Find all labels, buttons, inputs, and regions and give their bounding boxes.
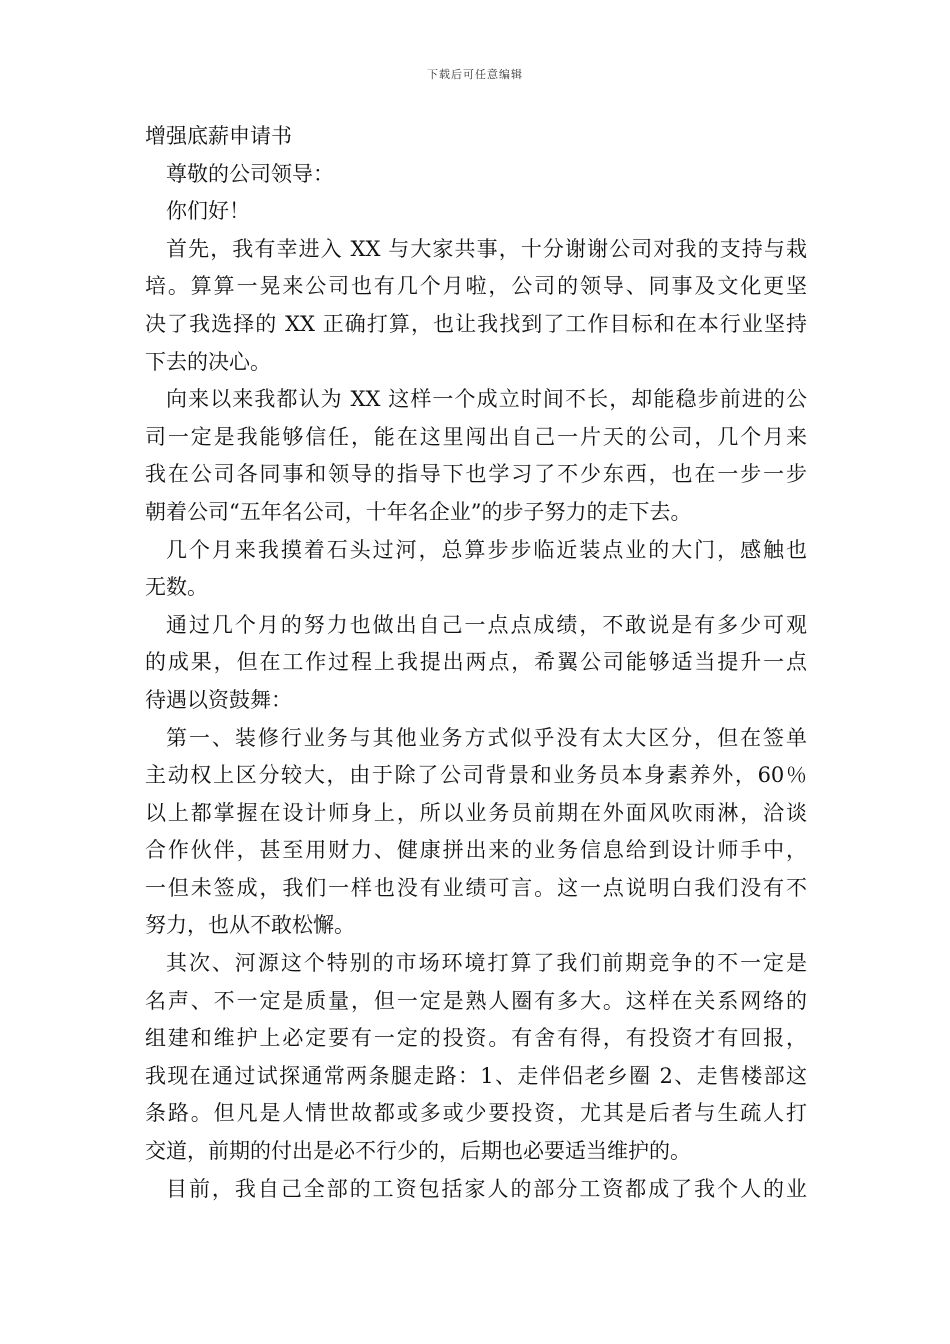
- page-header-note: 下载后可任意编辑: [427, 68, 523, 81]
- paragraph-line: 我现在通过试探通常两条腿走路：1、走伴侣老乡圈 2、走售楼部这: [145, 1063, 807, 1088]
- paragraph: [145, 720, 807, 946]
- paragraph-line: 司一定是我能够信任，能在这里闯出自己一片天的公司，几个月来: [145, 424, 807, 449]
- paragraph-line: 条路。但凡是人情世故都或多或少要投资，尤其是后者与生疏人打: [145, 1101, 807, 1126]
- paragraph-line: 努力，也从不敢松懈。: [145, 913, 355, 938]
- paragraph-line: 一但未签成，我们一样也没有业绩可言。这一点说明白我们没有不: [145, 875, 807, 900]
- paragraph-line: 通过几个月的努力也做出自己一点点成绩，不敢说是有多少可观: [166, 612, 807, 637]
- paragraph-line: 无数。: [145, 575, 208, 600]
- paragraph-line: 我在公司各同事和领导的指导下也学习了不少东西，也在一步一步: [145, 462, 807, 487]
- paragraph-line: 交道，前期的付出是必不行少的，后期也必要适当维护的。: [145, 1139, 691, 1164]
- salutation: 尊敬的公司领导：: [166, 161, 334, 186]
- paragraph: [145, 607, 807, 720]
- paragraph: [145, 945, 807, 1171]
- paragraph-line: 朝着公司“五年名公司，十年名企业”的步子努力的走下去。: [145, 499, 692, 524]
- paragraph-line: 几个月来我摸着石头过河，总算步步临近装点业的大门，感触也: [166, 537, 807, 562]
- paragraph-line: 第一、装修行业务与其他业务方式似乎没有太大区分，但在签单: [166, 725, 807, 750]
- paragraph-line: 的成果，但在工作过程上我提出两点，希翼公司能够适当提升一点: [145, 650, 807, 675]
- paragraph-line: 目前，我自己全部的工资包括家人的部分工资都成了我个人的业: [166, 1176, 807, 1201]
- paragraph-line: 下去的决心。: [145, 349, 271, 374]
- paragraph-line: 向来以来我都认为 XX 这样一个成立时间不长，却能稳步前进的公: [166, 387, 807, 412]
- paragraph-line: 以上都掌握在设计师身上，所以业务员前期在外面风吹雨淋，洽谈: [145, 800, 807, 825]
- paragraph-line: 待遇以资鼓舞：: [145, 687, 292, 712]
- paragraph-line: 决了我选择的 XX 正确打算，也让我找到了工作目标和在本行业坚持: [145, 311, 807, 336]
- greeting: 你们好！: [166, 199, 250, 224]
- paragraph-line: 其次、河源这个特别的市场环境打算了我们前期竞争的不一定是: [166, 951, 807, 976]
- paragraph: [145, 532, 807, 607]
- paragraph: [145, 381, 807, 531]
- document-body: [145, 118, 807, 1208]
- paragraph-line: 首先，我有幸进入 XX 与大家共事，十分谢谢公司对我的支持与栽: [166, 236, 807, 261]
- paragraph: [145, 1171, 807, 1209]
- paragraph: [145, 231, 807, 381]
- paragraph-line: 培。算算一晃来公司也有几个月啦，公司的领导、同事及文化更坚: [145, 274, 807, 299]
- document-title: 增强底薪申请书: [145, 124, 292, 148]
- paragraph-line: 名声、不一定是质量，但一定是熟人圈有多大。这样在关系网络的: [145, 988, 807, 1013]
- paragraph-line: 组建和维护上必定要有一定的投资。有舍有得，有投资才有回报，: [145, 1026, 807, 1051]
- paragraph-line: 合作伙伴，甚至用财力、健康拼出来的业务信息给到设计师手中，: [145, 838, 807, 863]
- paragraph-line: 主动权上区分较大，由于除了公司背景和业务员本身素养外，60％: [145, 763, 807, 788]
